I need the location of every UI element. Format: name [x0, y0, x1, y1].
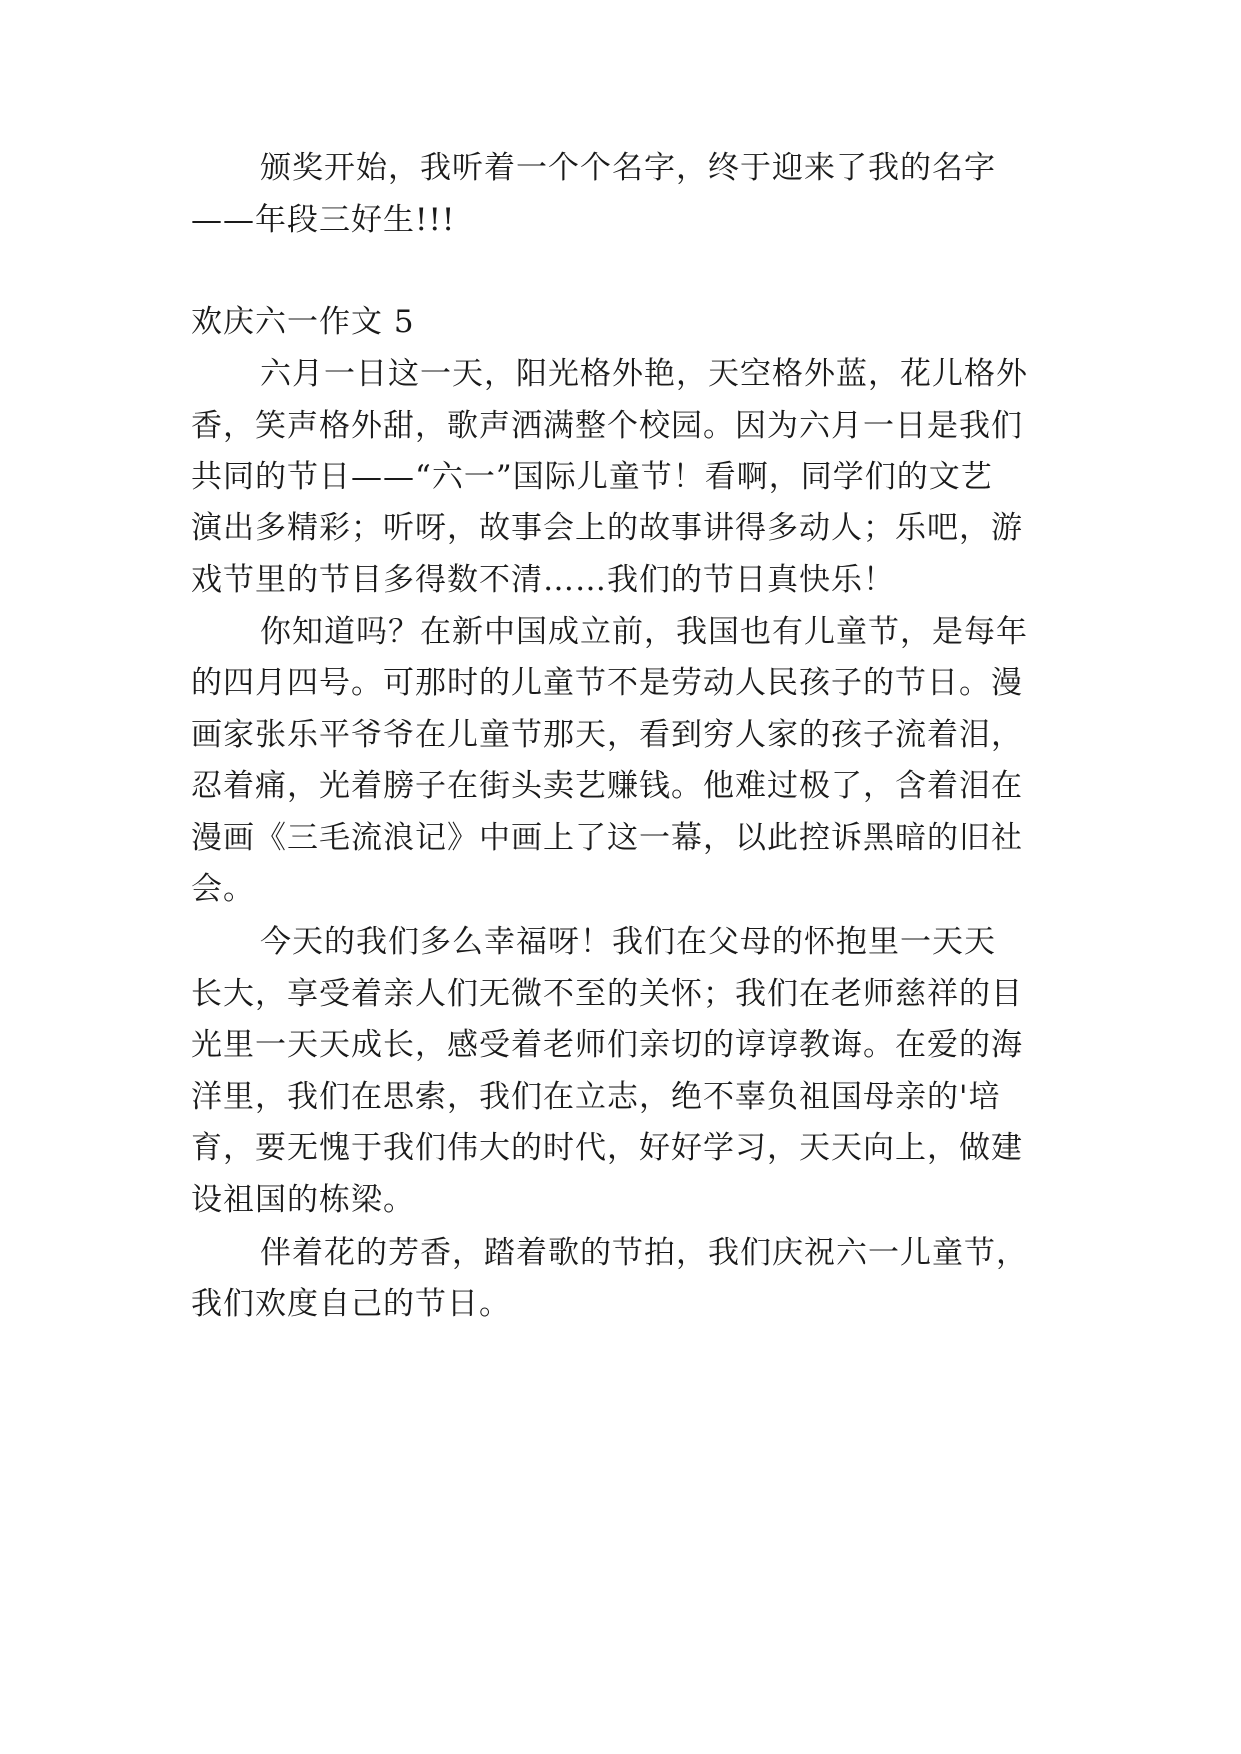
paragraph-1-line: 演出多精彩；听呀，故事会上的故事讲得多动人；乐吧，游: [191, 510, 1023, 546]
paragraph-1-line: 六月一日这一天，阳光格外艳，天空格外蓝，花儿格外: [260, 356, 1028, 392]
paragraph-3-line: 光里一天天成长，感受着老师们亲切的谆谆教诲。在爱的海: [191, 1027, 1023, 1063]
paragraph-3-line: 长大，享受着亲人们无微不至的关怀；我们在老师慈祥的目: [191, 976, 1023, 1012]
paragraph-2-line: 会。: [191, 871, 255, 907]
paragraph-awards-line: ——年段三好生!!!: [191, 202, 456, 238]
paragraph-1-line: 香，笑声格外甜，歌声洒满整个校园。因为六月一日是我们: [191, 408, 1023, 444]
paragraph-3-line: 洋里，我们在思索，我们在立志，绝不辜负祖国母亲的'培: [191, 1079, 1001, 1115]
paragraph-4-line: 我们欢度自己的节日。: [191, 1286, 511, 1322]
paragraph-4-line: 伴着花的芳香，踏着歌的节拍，我们庆祝六一儿童节，: [260, 1235, 1028, 1271]
paragraph-3-line: 育，要无愧于我们伟大的时代，好好学习，天天向上，做建: [191, 1130, 1023, 1166]
paragraph-1-line: 戏节里的节目多得数不清……我们的节日真快乐！: [191, 562, 895, 598]
paragraph-2-line: 漫画《三毛流浪记》中画上了这一幕，以此控诉黑暗的旧社: [191, 820, 1023, 856]
paragraph-2-line: 画家张乐平爷爷在儿童节那天，看到穷人家的孩子流着泪，: [191, 717, 1023, 753]
section-heading: 欢庆六一作文 5: [191, 304, 415, 340]
paragraph-awards-line: 颁奖开始，我听着一个个名字，终于迎来了我的名字: [260, 150, 996, 186]
paragraph-3-line: 设祖国的栋梁。: [191, 1182, 415, 1218]
paragraph-2-line: 你知道吗？在新中国成立前，我国也有儿童节，是每年: [260, 614, 1028, 650]
paragraph-1-line: 共同的节日——“六一”国际儿童节！看啊，同学们的文艺: [191, 459, 993, 495]
paragraph-2-line: 忍着痛，光着膀子在街头卖艺赚钱。他难过极了，含着泪在: [191, 768, 1023, 804]
paragraph-3-line: 今天的我们多么幸福呀！我们在父母的怀抱里一天天: [260, 924, 996, 960]
paragraph-2-line: 的四月四号。可那时的儿童节不是劳动人民孩子的节日。漫: [191, 665, 1023, 701]
